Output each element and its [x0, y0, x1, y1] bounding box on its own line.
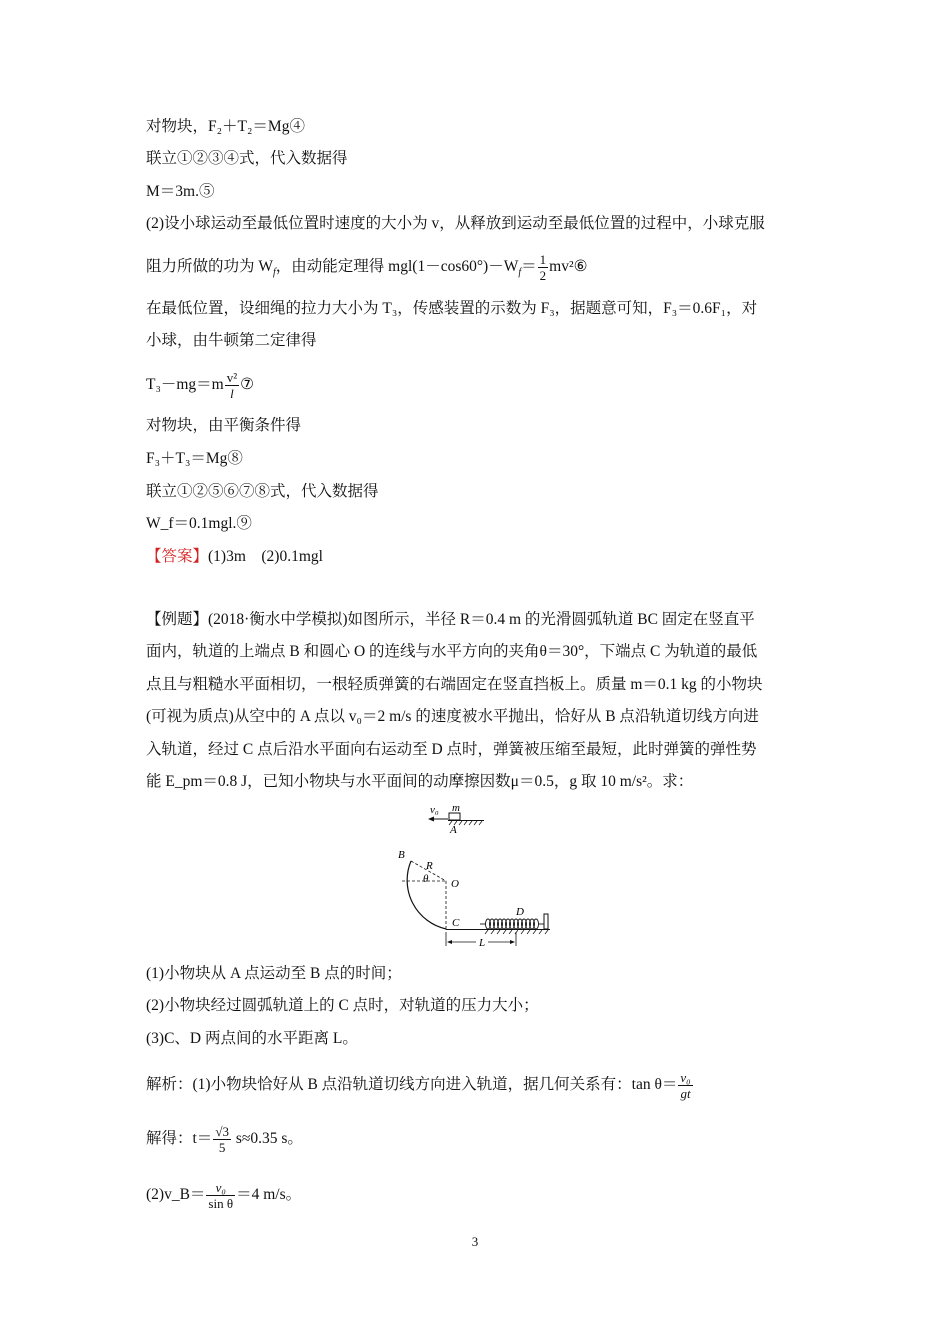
label-d: D	[516, 906, 524, 918]
block-m	[449, 813, 460, 820]
dim-arrow	[447, 940, 452, 944]
label-o: O	[451, 878, 459, 890]
denominator: 5	[218, 1140, 226, 1155]
numerator: v²	[226, 370, 238, 385]
answer-line	[146, 547, 323, 567]
text-line: 【例题】(2018·衡水中学模拟)如图所示，半径 R＝0.4 m 的光滑圆弧轨道 BC 固定在竖直平	[146, 611, 755, 628]
hatch-ground	[485, 930, 548, 934]
text-line: F₃＋T₃＝Mg⑧	[146, 450, 243, 467]
text-line: 小球，由牛顿第二定律得	[146, 332, 317, 349]
text-line: 联立①②⑤⑥⑦⑧式，代入数据得	[146, 483, 379, 500]
text-line: 入轨道，经过 C 点后沿水平面向右运动至 D 点时，弹簧被压缩至最短，此时弹簧的弹性势	[146, 741, 757, 758]
text-line	[146, 1180, 301, 1211]
text-line	[146, 370, 254, 401]
text-line: W_f＝0.1mgl.⑨	[146, 515, 252, 532]
label-c: C	[452, 917, 460, 929]
label-r: R	[426, 860, 433, 872]
subscript: f	[518, 267, 522, 279]
text-span: s≈0.35 s。	[231, 1130, 303, 1148]
text-line: 在最低位置，设细绳的拉力大小为 T₃，传感装置的示数为 F₃，据题意可知，F₃＝0.6F₁，对	[146, 300, 758, 317]
text-span: ，由动能定理得 mgl(1－cos60°)－W	[275, 258, 519, 276]
text-line: 对物块，由平衡条件得	[146, 417, 302, 434]
denominator: 2	[539, 268, 547, 283]
denominator: l	[230, 386, 234, 401]
fraction	[225, 370, 239, 401]
text-line: (可视为质点)从空中的 A 点以 v₀＝2 m/s 的速度被水平抛出，恰好从 B 点沿轨道切线方向进	[146, 708, 759, 725]
question: (3)C、D 两点间的水平距离 L。	[146, 1030, 358, 1047]
text-span: ⑦	[240, 376, 255, 394]
text-span: ＝4 m/s。	[236, 1186, 302, 1204]
formula: F₂＋T₂＝Mg④	[208, 118, 305, 135]
label-b: B	[398, 849, 405, 861]
spring	[480, 919, 544, 929]
label-v0: v₀	[430, 804, 439, 816]
fraction	[206, 1180, 235, 1211]
text-line: (2)设小球运动至最低位置时速度的大小为 v，从释放到运动至最低位置的过程中，小球克服	[146, 215, 765, 232]
label-m: m	[452, 802, 460, 814]
text-line: 联立①②③④式，代入数据得	[146, 150, 348, 167]
dim-arrow	[510, 940, 515, 944]
fraction	[213, 1124, 231, 1155]
text-line: 点且与粗糙水平面相切，一根轻质弹簧的右端固定在竖直挡板上。质量 m＝0.1 kg 的小物块	[146, 676, 763, 693]
text-line	[146, 1124, 303, 1155]
numerator: v₀	[680, 1070, 691, 1085]
text-line: 能 E_pm＝0.8 J，已知小物块与水平面间的动摩擦因数μ＝0.5，g 取 10 m/s²。求：	[146, 773, 694, 790]
label-l: L	[479, 937, 486, 949]
text-span: 解析：(1)小物块恰好从 B 点沿轨道切线方向进入轨道，据几何关系有：tan θ＝	[146, 1076, 678, 1094]
text-span: 对物块，	[146, 118, 209, 135]
text-line	[146, 117, 305, 137]
physics-diagram	[390, 800, 570, 950]
text-span: 阻力所做的功为 W	[146, 258, 274, 276]
fraction	[678, 1070, 692, 1101]
text-span: mv²⑥	[549, 258, 588, 276]
question: (2)小物块经过圆弧轨道上的 C 点时，对轨道的压力大小；	[146, 997, 539, 1014]
question: (1)小物块从 A 点运动至 B 点的时间；	[146, 965, 402, 982]
subscript: f	[273, 267, 276, 279]
fraction	[538, 252, 549, 283]
label-a: A	[450, 824, 457, 836]
text-line: M＝3m.⑤	[146, 183, 215, 200]
numerator: v₀	[206, 1180, 235, 1196]
text-line: 面内，轨道的上端点 B 和圆心 O 的连线与水平方向的夹角θ＝30°，下端点 C 为轨道的最低	[146, 643, 758, 660]
numerator: 1	[539, 252, 547, 267]
answer-text: (1)3m (2)0.1mgl	[208, 548, 323, 565]
text-span: T₃－mg＝m	[146, 376, 224, 394]
arrow-head	[428, 817, 434, 822]
answer-label: 【答案】	[146, 548, 209, 565]
text-line	[146, 1070, 694, 1101]
numerator: √3	[215, 1124, 229, 1139]
label-theta: θ	[423, 873, 429, 885]
wall	[544, 914, 548, 929]
text-span: 解得：t＝	[146, 1130, 213, 1148]
page-number: 3	[471, 1234, 479, 1249]
text-span: (2)v_B＝	[146, 1186, 206, 1204]
denominator: gt	[680, 1086, 691, 1101]
text-line: 阻力所做的功为 $W_f$，由动能定理得 $mgl(1-\cos 60^\circ)-W_f=$ $\frac{1}{2}$ mv²⑥	[146, 252, 588, 283]
denominator: sin θ	[208, 1196, 234, 1211]
